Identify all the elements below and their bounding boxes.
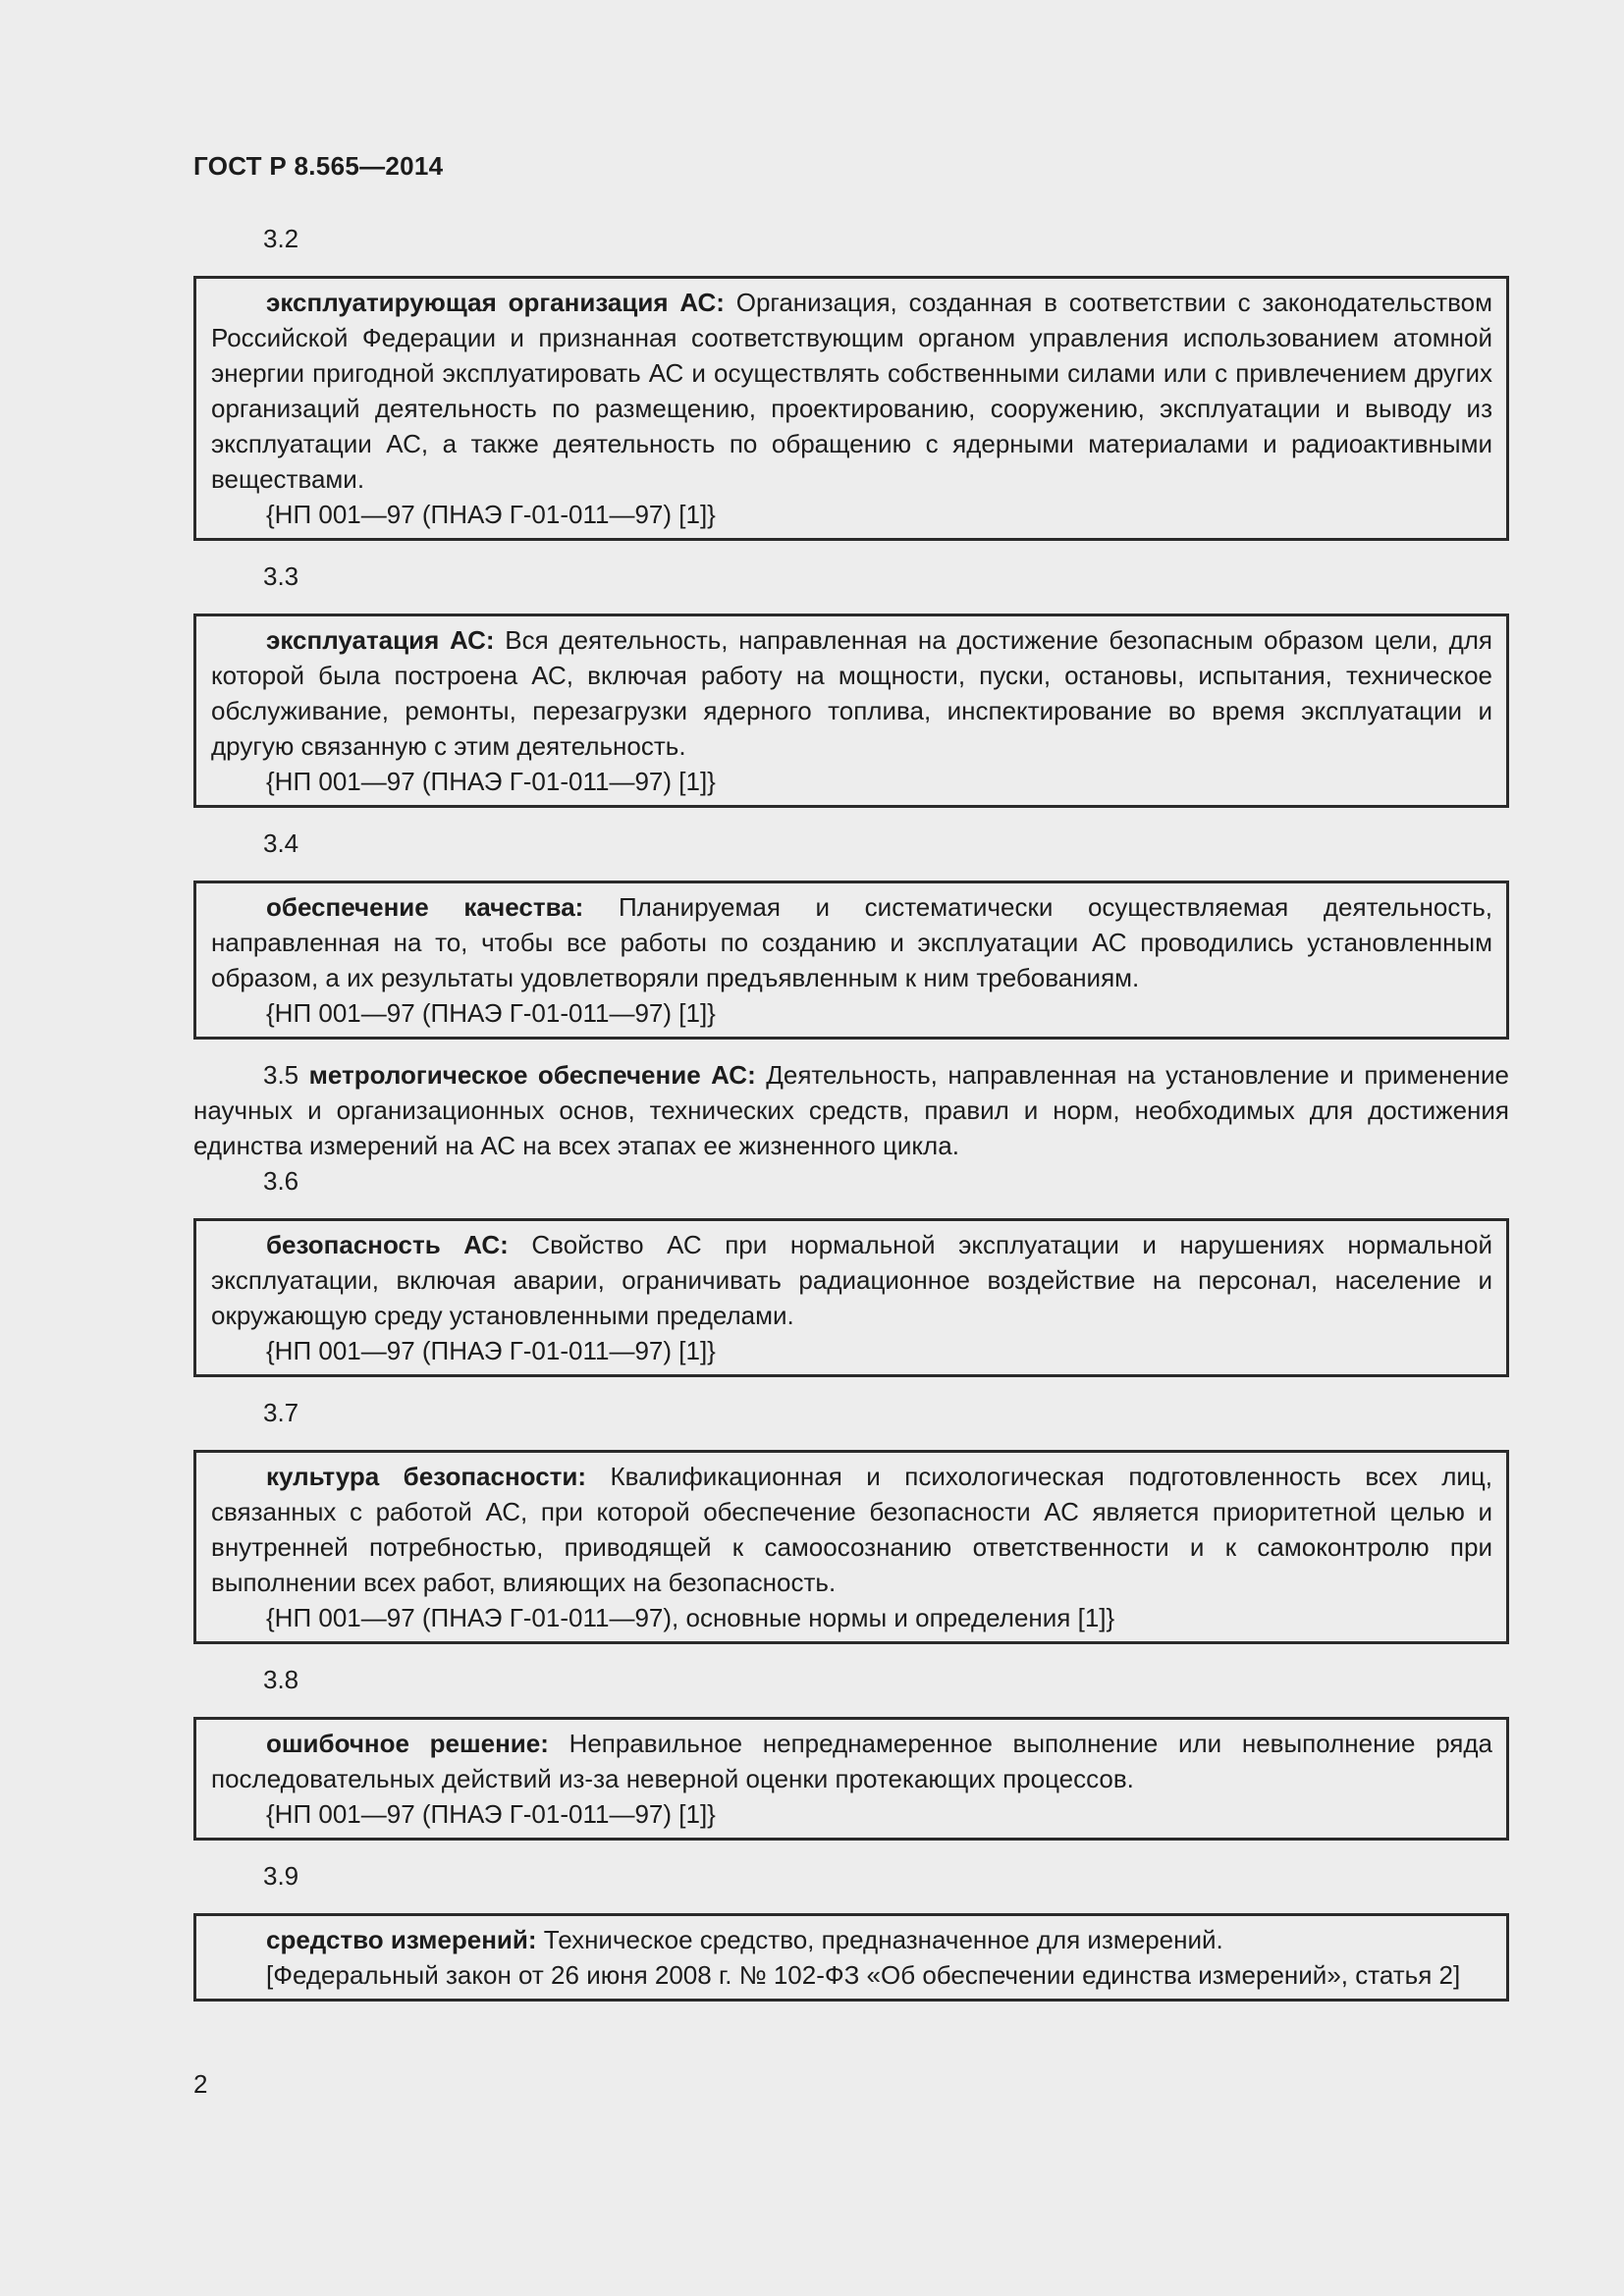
term-name: ошибочное решение: [266,1729,549,1758]
term-definition: Вся деятельность, направленная на достижение безопасным образом цели, для которой была построена АС, включая работу на мощности, пуски, остановы, испытания, техническое обслуживание, ремонты, перезагрузки ядерного топлива, инспектирование во время эксплуатации и другую связанную с этим деятельность. [211,625,1492,761]
term-name: обеспечение качества: [266,892,584,922]
term-box [193,1450,1509,1644]
term-source: {НП 001—97 (ПНАЭ Г-01-011—97) [1]} [266,998,716,1028]
term-number: 3.4 [263,828,299,858]
term-box [193,1913,1509,2002]
term-definition-paragraph [211,1726,1492,1796]
term-name: средство измерений: [266,1925,537,1954]
term-box [193,881,1509,1040]
term-number: 3.9 [263,1861,299,1891]
term-inline [193,1057,1509,1163]
term-definition: Деятельность, направленная на установление и применение научных и организационных основ, технических средств, правил и норм, необходимых для достижения единства измерений на АС на всех этапах ее жизненного цикла. [193,1060,1509,1160]
term-definition-paragraph [211,1227,1492,1333]
term-name: культура безопасности: [266,1462,587,1491]
term-name: эксплуатирующая организация АС: [266,288,725,317]
term-definition: Неправильное непреднамеренное выполнение или невыполнение ряда последовательных действий из-за неверной оценки протекающих процессов. [211,1729,1492,1793]
term-definition: Планируемая и систематически осуществляемая деятельность, направленная на то, чтобы все работы по созданию и эксплуатации АС проводились установленным образом, а их результаты удовлетворяли предъявленным к ним требованиям. [211,892,1492,992]
term-name: метрологическое обеспечение АС: [308,1060,756,1090]
term-box [193,614,1509,808]
term-name: безопасность АС: [266,1230,509,1259]
page-number: 2 [193,2069,208,2099]
term-definition-paragraph [193,1057,1509,1163]
term-number: 3.5 [263,1060,299,1090]
term-definition-paragraph [211,1459,1492,1600]
terms-section [193,221,1509,2019]
term-number: 3.3 [263,561,299,591]
term-definition-paragraph [211,622,1492,764]
term-definition: Свойство АС при нормальной эксплуатации и нарушениях нормальной эксплуатации, включая аварии, ограничивать радиационное воздействие на персонал, население и окружающую среду установленными пределами. [211,1230,1492,1330]
term-definition: Техническое средство, предназначенное для измерений. [543,1925,1223,1954]
term-number: 3.6 [263,1166,299,1196]
term-box [193,1218,1509,1377]
term-source: {НП 001—97 (ПНАЭ Г-01-011—97) [1]} [266,1799,716,1829]
term-source: [Федеральный закон от 26 июня 2008 г. № 102-ФЗ «Об обеспечении единства измерений», статья 2] [266,1960,1461,1990]
term-definition: Организация, созданная в соответствии с законодательством Российской Федерации и признанная соответствующим органом управления использованием атомной энергии пригодной эксплуатировать АС и осуществлять собственными силами или с привлечением других организаций деятельность по размещению, проектированию, сооружению, эксплуатации и выводу из эксплуатации АС, а также деятельность по обращению с ядерными материалами и радиоактивными веществами. [211,288,1492,494]
term-number: 3.7 [263,1398,299,1427]
term-box [193,276,1509,541]
term-definition-paragraph [211,889,1492,995]
term-box [193,1717,1509,1841]
term-source: {НП 001—97 (ПНАЭ Г-01-011—97) [1]} [266,1336,716,1365]
term-number: 3.2 [263,224,299,253]
term-name: эксплуатация АС: [266,625,495,655]
term-source: {НП 001—97 (ПНАЭ Г-01-011—97), основные нормы и определения [1]} [266,1603,1115,1632]
term-definition-paragraph [211,1922,1492,1957]
term-source: {НП 001—97 (ПНАЭ Г-01-011—97) [1]} [266,500,716,529]
document-header: ГОСТ Р 8.565—2014 [193,151,444,181]
term-definition-paragraph [211,285,1492,497]
term-definition: Квалификационная и психологическая подготовленность всех лиц, связанных с работой АС, при которой обеспечение безопасности АС является приоритетной целью и внутренней потребностью, приводящей к самоосознанию ответственности и к самоконтролю при выполнении всех работ, влияющих на безопасность. [211,1462,1493,1597]
term-number: 3.8 [263,1665,299,1694]
term-source: {НП 001—97 (ПНАЭ Г-01-011—97) [1]} [266,767,716,796]
